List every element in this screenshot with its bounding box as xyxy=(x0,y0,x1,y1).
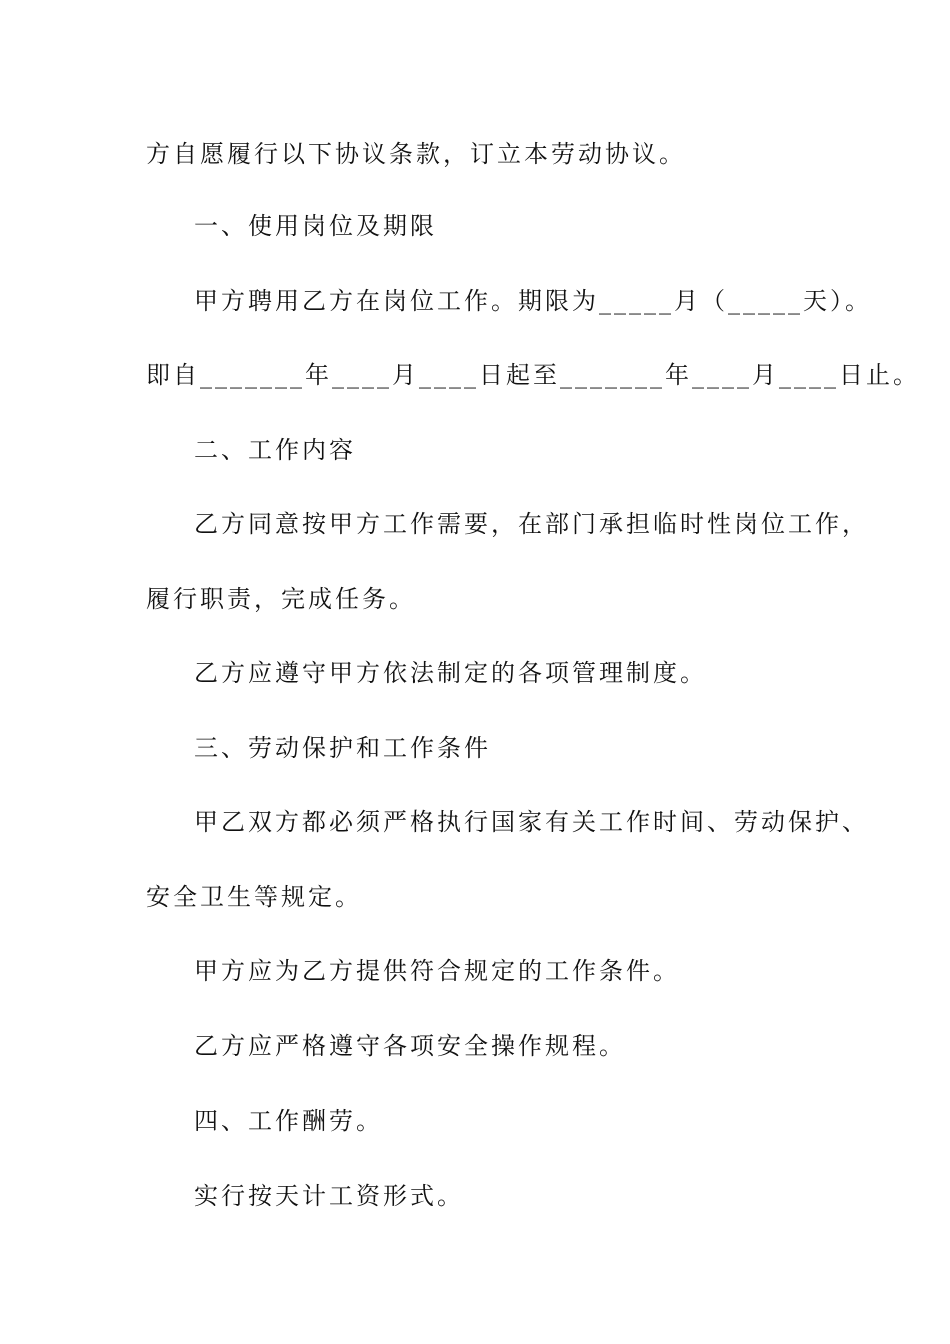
paragraph-line: 甲方聘用乙方在岗位工作。期限为_____月（_____天）。 xyxy=(194,287,872,315)
section-heading-1: 一、使用岗位及期限 xyxy=(194,212,437,240)
paragraph-line: 安全卫生等规定。 xyxy=(146,883,362,911)
section-heading-2: 二、工作内容 xyxy=(194,436,356,464)
paragraph-line: 甲乙双方都必须严格执行国家有关工作时间、劳动保护、 xyxy=(194,808,869,836)
section-heading-3: 三、劳动保护和工作条件 xyxy=(194,734,491,762)
paragraph-line: 乙方应严格遵守各项安全操作规程。 xyxy=(194,1032,626,1060)
section-heading-4: 四、工作酬劳。 xyxy=(194,1107,383,1135)
paragraph-line: 即自_______年____月____日起至_______年____月____日止。 xyxy=(146,361,920,389)
paragraph-line: 乙方同意按甲方工作需要，在部门承担临时性岗位工作， xyxy=(194,510,869,538)
paragraph-line: 实行按天计工资形式。 xyxy=(194,1182,464,1210)
paragraph-line: 乙方应遵守甲方依法制定的各项管理制度。 xyxy=(194,659,707,687)
paragraph-line: 履行职责，完成任务。 xyxy=(146,585,416,613)
paragraph-line: 方自愿履行以下协议条款，订立本劳动协议。 xyxy=(146,140,686,168)
paragraph-line: 甲方应为乙方提供符合规定的工作条件。 xyxy=(194,957,680,985)
